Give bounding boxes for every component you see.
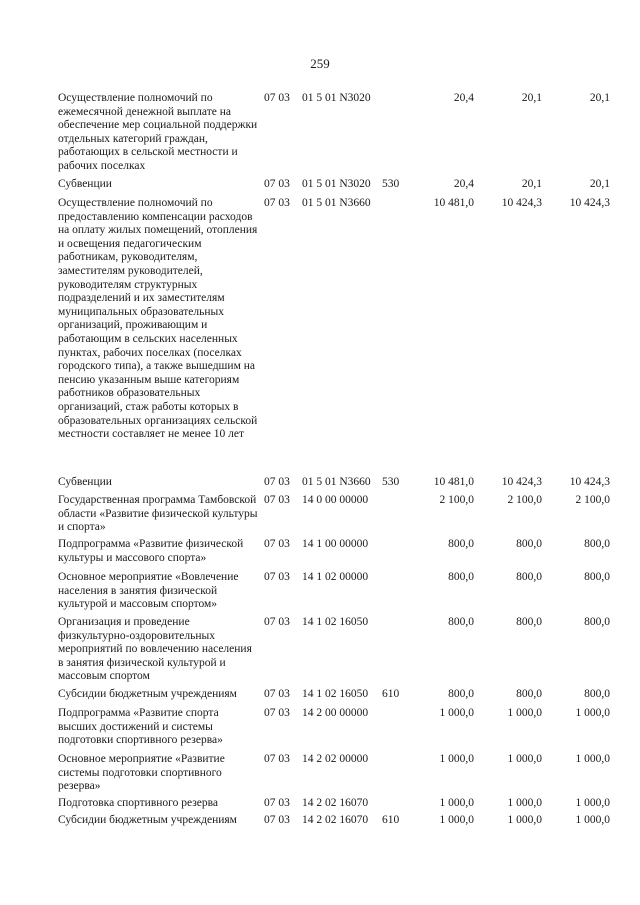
- row-year3-value: 2 100,0: [575, 494, 610, 506]
- row-target-article: 14 2 02 16070: [302, 814, 369, 826]
- row-name: Субсидии бюджетным учреждениям: [58, 814, 237, 826]
- row-year3-value: 20,1: [589, 178, 610, 190]
- row-name: Субсидии бюджетным учреждениям: [58, 688, 237, 700]
- row-target-article: 14 1 02 16050: [302, 616, 369, 628]
- row-section: 07 03: [264, 688, 290, 700]
- row-year3-value: 1 000,0: [575, 797, 610, 809]
- row-year1-value: 2 100,0: [439, 494, 474, 506]
- row-target-article: 14 1 00 00000: [302, 538, 369, 550]
- row-year1-value: 1 000,0: [439, 707, 474, 719]
- row-year3-value: 1 000,0: [575, 753, 610, 765]
- row-year2-value: 800,0: [516, 571, 542, 583]
- row-section: 07 03: [264, 797, 290, 809]
- row-year1-value: 1 000,0: [439, 753, 474, 765]
- row-name: Организация и проведение физкультурно-оздоровительных мероприятий по вовлечению населения в занятия физической культурой и массовым спортом: [58, 616, 252, 683]
- row-target-article: 01 5 01 N3020: [302, 92, 371, 104]
- row-year1-value: 20,4: [453, 178, 474, 190]
- row-section: 07 03: [264, 92, 290, 104]
- row-name: Субвенции: [58, 178, 112, 190]
- row-section: 07 03: [264, 494, 290, 506]
- row-target-article: 14 1 02 16050: [302, 688, 369, 700]
- row-section: 07 03: [264, 538, 290, 550]
- row-year2-value: 20,1: [521, 92, 542, 104]
- row-year2-value: 800,0: [516, 616, 542, 628]
- row-name: Основное мероприятие «Вовлечение населения в занятия физической культурой и массовым спортом»: [58, 571, 239, 611]
- page-number: 259: [310, 56, 330, 71]
- row-year2-value: 1 000,0: [507, 814, 542, 826]
- row-expense-type: 530: [382, 178, 400, 190]
- row-name: Основное мероприятие «Развитие системы подготовки спортивного резерва»: [58, 753, 225, 793]
- row-year1-value: 800,0: [448, 688, 474, 700]
- row-expense-type: 610: [382, 688, 400, 700]
- row-year1-value: 800,0: [448, 538, 474, 550]
- row-year3-value: 800,0: [584, 571, 610, 583]
- row-year3-value: 800,0: [584, 688, 610, 700]
- row-year2-value: 1 000,0: [507, 797, 542, 809]
- row-name: Подготовка спортивного резерва: [58, 797, 219, 809]
- row-target-article: 14 1 02 00000: [302, 571, 369, 583]
- row-year2-value: 2 100,0: [507, 494, 542, 506]
- row-section: 07 03: [264, 707, 290, 719]
- row-year3-value: 20,1: [589, 92, 610, 104]
- row-year1-value: 20,4: [453, 92, 474, 104]
- row-year3-value: 800,0: [584, 538, 610, 550]
- row-section: 07 03: [264, 476, 290, 488]
- row-year1-value: 10 481,0: [433, 476, 474, 488]
- row-year2-value: 800,0: [516, 538, 542, 550]
- row-name: Подпрограмма «Развитие физической культуры и массового спорта»: [58, 538, 244, 564]
- row-year2-value: 1 000,0: [507, 707, 542, 719]
- row-section: 07 03: [264, 571, 290, 583]
- row-expense-type: 530: [382, 476, 400, 488]
- row-section: 07 03: [264, 616, 290, 628]
- row-year2-value: 10 424,3: [501, 197, 542, 209]
- row-year1-value: 1 000,0: [439, 797, 474, 809]
- row-year3-value: 800,0: [584, 616, 610, 628]
- row-section: 07 03: [264, 753, 290, 765]
- row-year1-value: 800,0: [448, 616, 474, 628]
- row-section: 07 03: [264, 178, 290, 190]
- row-year3-value: 10 424,3: [569, 476, 610, 488]
- row-name: Подпрограмма «Развитие спорта высших достижений и системы подготовки спортивного резерва»: [58, 707, 223, 747]
- row-name: Субвенции: [58, 476, 112, 488]
- row-name: Осуществление полномочий по ежемесячной денежной выплате на обеспечение мер социальной поддержки отдельных категорий граждан, работающих в сельской местности и рабочих поселках: [58, 92, 258, 172]
- row-year1-value: 800,0: [448, 571, 474, 583]
- row-name: Осуществление полномочий по предоставлению компенсации расходов на оплату жилых помещений, отопления и освещения педагогическим работникам, руководителям, заместителям руководителей, руководителям структурных подразделений и их заместителям муниципальных образовательных организаций, проживающим и работающим в сельских населенных пунктах, рабочих поселках (поселках городского типа), а также вышедшим на пенсию указанным выше категориям работников образовательных организаций, стаж работы которых в образовательных организациях сельской местности составляет не менее 10 лет: [58, 197, 258, 441]
- row-target-article: 01 5 01 N3660: [302, 197, 371, 209]
- row-section: 07 03: [264, 814, 290, 826]
- row-year1-value: 1 000,0: [439, 814, 474, 826]
- row-target-article: 01 5 01 N3020: [302, 178, 371, 190]
- row-target-article: 14 2 00 00000: [302, 707, 369, 719]
- row-year2-value: 20,1: [521, 178, 542, 190]
- row-target-article: 14 0 00 00000: [302, 494, 369, 506]
- row-target-article: 01 5 01 N3660: [302, 476, 371, 488]
- row-year1-value: 10 481,0: [433, 197, 474, 209]
- row-target-article: 14 2 02 00000: [302, 753, 369, 765]
- row-year2-value: 1 000,0: [507, 753, 542, 765]
- row-year3-value: 1 000,0: [575, 814, 610, 826]
- row-year2-value: 10 424,3: [501, 476, 542, 488]
- row-target-article: 14 2 02 16070: [302, 797, 369, 809]
- row-year3-value: 1 000,0: [575, 707, 610, 719]
- row-expense-type: 610: [382, 814, 400, 826]
- row-section: 07 03: [264, 197, 290, 209]
- row-name: Государственная программа Тамбовской области «Развитие физической культуры и спорта»: [58, 494, 258, 534]
- row-year2-value: 800,0: [516, 688, 542, 700]
- row-year3-value: 10 424,3: [569, 197, 610, 209]
